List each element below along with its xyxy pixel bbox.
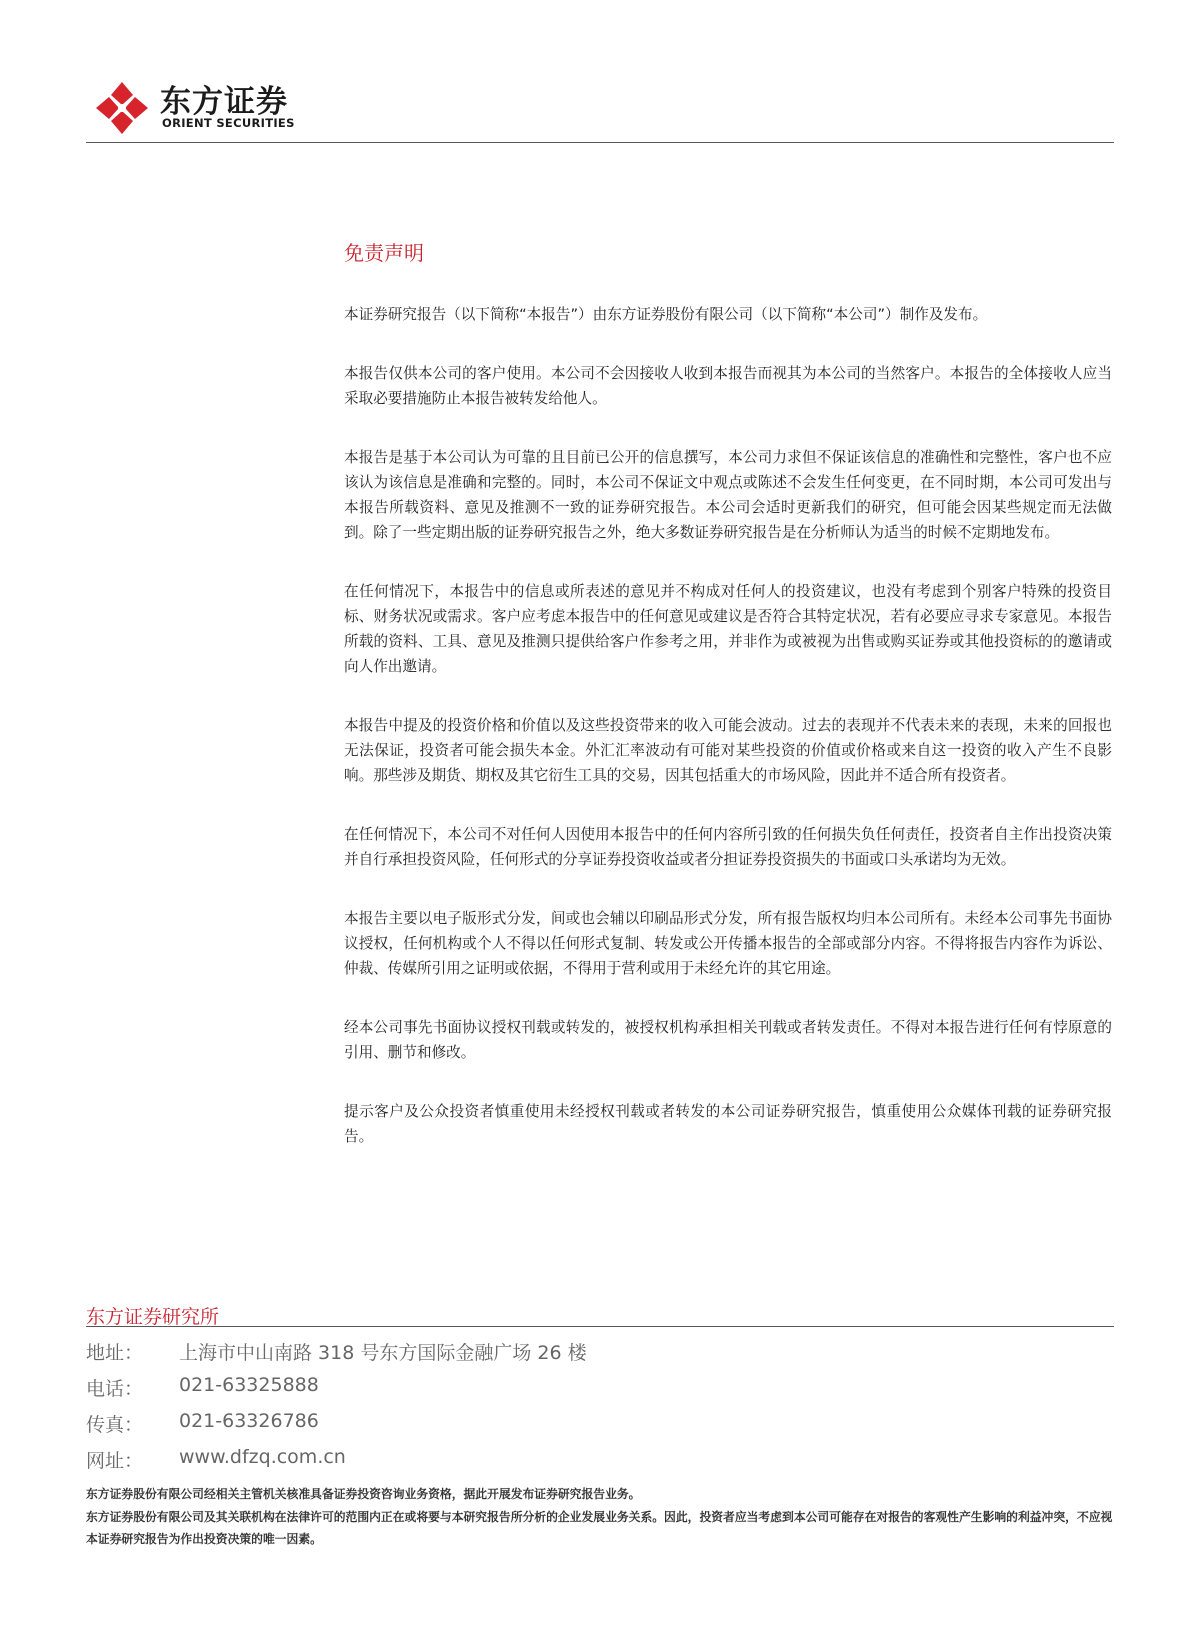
contact-value: 上海市中山南路 318 号东方国际金融广场 26 楼: [179, 1342, 587, 1364]
disclaimer-paragraph: 在任何情况下，本公司不对任何人因使用本报告中的任何内容所引致的任何损失负任何责任，投资者自主作出投资决策并自行承担投资风险，任何形式的分享证券投资收益或者分担证券投资损失的书面或口头承诺均为无效。: [344, 826, 1112, 868]
disclaimer-paragraph: 提示客户及公众投资者慎重使用未经授权刊载或者转发的本公司证券研究报告，慎重使用公众媒体刊载的证券研究报告。: [344, 1103, 1112, 1145]
brand-name-en: ORIENT SECURITIES: [162, 116, 295, 130]
contact-label: 电话：: [86, 1378, 144, 1400]
contact-phone: [86, 1374, 786, 1402]
footer-divider: [86, 1326, 1114, 1327]
disclaimer-paragraph: 本报告是基于本公司认为可靠的且目前已公开的信息撰写，本公司力求但不保证该信息的准确性和完整性，客户也不应该认为该信息是准确和完整的。同时，本公司不保证文中观点或陈述不会发生任何变更，在不同时期，本公司可发出与本报告所载资料、意见及推测不一致的证券研究报告。本公司会适时更新我们的研究，但可能会因某些规定而无法做到。除了一些定期出版的证券研究报告之外，绝大多数证券研究报告是在分析师认为适当的时候不定期地发布。: [344, 449, 1112, 541]
contact-label: 网址：: [86, 1450, 144, 1472]
disclaimer-paragraph: 本报告仅供本公司的客户使用。本公司不会因接收人收到本报告而视其为本公司的当然客户。本报告的全体接收人应当采取必要措施防止本报告被转发给他人。: [344, 365, 1112, 407]
header-divider: [86, 142, 1114, 143]
contact-website-link[interactable]: www.dfzq.com.cn: [179, 1446, 346, 1468]
research-institute-title: 东方证券研究所: [86, 1306, 220, 1328]
disclaimer-paragraph: 在任何情况下，本报告中的信息或所表述的意见并不构成对任何人的投资建议，也没有考虑到个别客户特殊的投资目标、财务状况或需求。客户应考虑本报告中的任何意见或建议是否符合其特定状况，若有必要应寻求专家意见。本报告所载的资料、工具、意见及推测只提供给客户作参考之用，并非作为或被视为出售或购买证券或其他投资标的的邀请或向人作出邀请。: [344, 583, 1112, 675]
contact-value: 021-63326786: [179, 1410, 319, 1432]
page-header: [86, 68, 1114, 144]
contact-address: [86, 1338, 786, 1366]
contact-label: 地址：: [86, 1342, 144, 1364]
disclaimer-paragraph: 经本公司事先书面协议授权刊载或转发的，被授权机构承担相关刊载或者转发责任。不得对本报告进行任何有悖原意的引用、删节和修改。: [344, 1019, 1112, 1061]
disclaimer-body: [344, 302, 1112, 1183]
disclaimer-paragraph: 本证券研究报告（以下简称“本报告”）由东方证券股份有限公司（以下简称“本公司”）制作及发布。: [344, 306, 988, 323]
contact-website: [86, 1446, 786, 1474]
disclaimer-title: 免责声明: [344, 241, 424, 265]
contact-value: 021-63325888: [179, 1374, 319, 1396]
disclaimer-paragraph: 本报告中提及的投资价格和价值以及这些投资带来的收入可能会波动。过去的表现并不代表未来的表现，未来的回报也无法保证，投资者可能会损失本金。外汇汇率波动有可能对某些投资的价值或价格或来自这一投资的收入产生不良影响。那些涉及期货、期权及其它衍生工具的交易，因其包括重大的市场风险，因此并不适合所有投资者。: [344, 717, 1112, 784]
disclaimer-paragraph: 本报告主要以电子版形式分发，间或也会辅以印刷品形式分发，所有报告版权均归本公司所有。未经本公司事先书面协议授权，任何机构或个人不得以任何形式复制、转发或公开传播本报告的全部或部分内容。不得将报告内容作为诉讼、仲裁、传媒所引用之证明或依据，不得用于营利或用于未经允许的其它用途。: [344, 910, 1112, 977]
orient-securities-logo-icon: [94, 80, 150, 136]
contact-fax: [86, 1410, 786, 1438]
footer-note: 东方证券股份有限公司及其关联机构在法律许可的范围内正在或将要与本研究报告所分析的企业发展业务关系。因此，投资者应当考虑到本公司可能存在对报告的客观性产生影响的利益冲突，不应视本证券研究报告为作出投资决策的唯一因素。: [86, 1510, 1113, 1546]
contact-label: 传真：: [86, 1414, 144, 1436]
footer-note: 东方证券股份有限公司经相关主管机关核准具备证券投资咨询业务资格，据此开展发布证券研究报告业务。: [86, 1487, 641, 1501]
brand-name-cn: 东方证券: [160, 84, 288, 120]
